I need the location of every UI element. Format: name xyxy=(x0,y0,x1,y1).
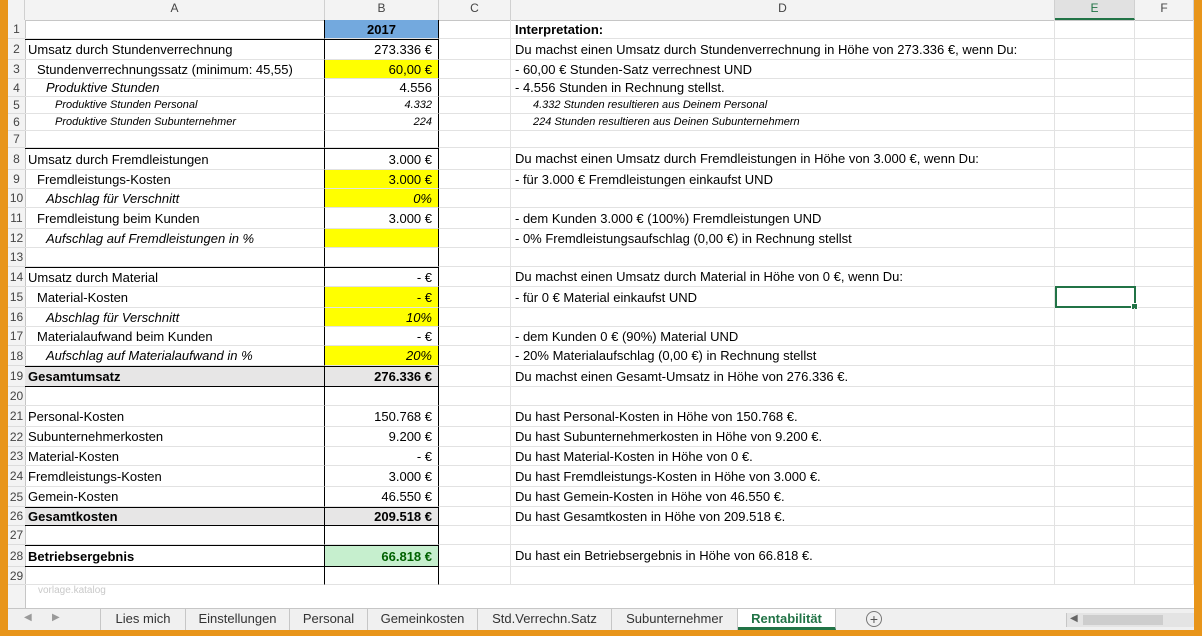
add-sheet-button[interactable]: + xyxy=(866,611,882,627)
table-row xyxy=(25,545,1194,567)
cell-e[interactable] xyxy=(1055,346,1135,366)
row-number[interactable]: 24 xyxy=(8,466,25,487)
table-row xyxy=(25,229,1194,248)
table-row xyxy=(25,267,1194,287)
cell-e[interactable] xyxy=(1055,229,1135,248)
row-number[interactable]: 4 xyxy=(8,79,25,97)
table-row xyxy=(25,287,1194,308)
cell-c[interactable] xyxy=(439,466,511,487)
row-number[interactable]: 6 xyxy=(8,114,25,131)
cell-f[interactable] xyxy=(1135,526,1194,545)
cell-a[interactable]: Gemein-Kosten xyxy=(25,487,325,507)
cell-c[interactable] xyxy=(439,507,511,526)
cell-a[interactable]: Umsatz durch Fremdleistungen xyxy=(25,148,325,170)
cell-b[interactable]: 150.768 € xyxy=(325,406,439,427)
cell-f[interactable] xyxy=(1135,545,1194,567)
cell-c[interactable] xyxy=(439,20,511,39)
cell-b[interactable]: - € xyxy=(325,447,439,466)
table-row xyxy=(25,170,1194,189)
cell-e[interactable] xyxy=(1055,208,1135,229)
cell-f[interactable] xyxy=(1135,487,1194,507)
cell-e[interactable] xyxy=(1055,366,1135,387)
row-number[interactable]: 3 xyxy=(8,60,25,79)
table-row xyxy=(25,308,1194,327)
cell-a[interactable] xyxy=(25,131,325,148)
cell-f[interactable] xyxy=(1135,208,1194,229)
row-number[interactable]: 28 xyxy=(8,545,25,567)
cell-d[interactable]: - für 3.000 € Fremdleistungen einkaufst UND xyxy=(511,170,1055,189)
cell-d[interactable]: Interpretation: xyxy=(511,20,1055,39)
cell-b[interactable] xyxy=(325,131,439,148)
cell-a[interactable]: Gesamtkosten xyxy=(25,507,325,526)
cell-grid[interactable] xyxy=(25,20,1194,608)
scrollbar-thumb[interactable] xyxy=(1083,615,1163,625)
cell-f[interactable] xyxy=(1135,148,1194,170)
cell-c[interactable] xyxy=(439,267,511,287)
cell-a[interactable]: Aufschlag auf Fremdleistungen in % xyxy=(25,229,325,248)
cell-a[interactable]: Umsatz durch Stundenverrechnung xyxy=(25,39,325,60)
cell-e[interactable] xyxy=(1055,114,1135,131)
sheet-tab-bar xyxy=(8,608,1194,630)
row-number[interactable]: 12 xyxy=(8,229,25,248)
cell-d[interactable]: - für 0 € Material einkaufst UND xyxy=(511,287,1055,308)
table-row xyxy=(25,346,1194,366)
cell-f[interactable] xyxy=(1135,170,1194,189)
cell-b[interactable]: 224 xyxy=(325,114,439,131)
cell-a[interactable]: Fremdleistung beim Kunden xyxy=(25,208,325,229)
cell-a[interactable] xyxy=(25,20,325,39)
row-number[interactable]: 8 xyxy=(8,148,25,170)
table-row xyxy=(25,60,1194,79)
cell-b[interactable]: 3.000 € xyxy=(325,170,439,189)
row-number[interactable]: 23 xyxy=(8,447,25,466)
cell-b[interactable] xyxy=(325,248,439,267)
cell-c[interactable] xyxy=(439,346,511,366)
cell-a[interactable]: Subunternehmerkosten xyxy=(25,427,325,447)
cell-e[interactable] xyxy=(1055,466,1135,487)
cell-a[interactable]: Gesamtumsatz xyxy=(25,366,325,387)
cell-d[interactable]: 224 Stunden resultieren aus Deinen Subunternehmern xyxy=(511,114,1055,131)
cell-f[interactable] xyxy=(1135,267,1194,287)
cell-c[interactable] xyxy=(439,308,511,327)
watermark-text: vorlage.katalog xyxy=(38,585,106,596)
row-number[interactable]: 19 xyxy=(8,366,25,387)
row-number[interactable]: 15 xyxy=(8,287,25,308)
row-number[interactable]: 7 xyxy=(8,131,25,148)
tab-gemeinkosten[interactable]: Gemeinkosten xyxy=(368,609,478,630)
row-number[interactable]: 2 xyxy=(8,39,25,60)
cell-c[interactable] xyxy=(439,170,511,189)
cell-d[interactable]: 4.332 Stunden resultieren aus Deinem Personal xyxy=(511,97,1055,114)
cell-a[interactable]: Abschlag für Verschnitt xyxy=(25,189,325,208)
table-row xyxy=(25,189,1194,208)
cell-c[interactable] xyxy=(439,97,511,114)
scroll-left-icon[interactable]: ◀ xyxy=(1070,613,1078,624)
column-header-c[interactable]: C xyxy=(439,0,511,20)
select-all-corner[interactable] xyxy=(8,0,25,20)
cell-d[interactable] xyxy=(511,131,1055,148)
cell-f[interactable] xyxy=(1135,466,1194,487)
prev-sheet-icon[interactable]: ◀ xyxy=(24,612,32,623)
cell-c[interactable] xyxy=(439,148,511,170)
row-number[interactable]: 21 xyxy=(8,406,25,427)
row-number[interactable]: 18 xyxy=(8,346,25,366)
cell-f[interactable] xyxy=(1135,287,1194,308)
table-row xyxy=(25,487,1194,507)
cell-e[interactable] xyxy=(1055,447,1135,466)
cell-a[interactable]: Stundenverrechnungssatz (minimum: 45,55) xyxy=(25,60,325,79)
cell-a[interactable]: Umsatz durch Material xyxy=(25,267,325,287)
cell-c[interactable] xyxy=(439,248,511,267)
cell-a[interactable]: Materialaufwand beim Kunden xyxy=(25,327,325,346)
table-row xyxy=(25,447,1194,466)
cell-a[interactable]: Produktive Stunden xyxy=(25,79,325,97)
cell-d[interactable]: Du machst einen Gesamt-Umsatz in Höhe von 276.336 €. xyxy=(511,366,1055,387)
table-row xyxy=(25,427,1194,447)
cell-c[interactable] xyxy=(439,208,511,229)
cell-b[interactable] xyxy=(325,567,439,585)
cell-e[interactable] xyxy=(1055,526,1135,545)
cell-c[interactable] xyxy=(439,427,511,447)
cell-f[interactable] xyxy=(1135,114,1194,131)
table-row xyxy=(25,148,1194,170)
cell-f[interactable] xyxy=(1135,327,1194,346)
cell-d[interactable] xyxy=(511,526,1055,545)
cell-b[interactable]: 46.550 € xyxy=(325,487,439,507)
table-row xyxy=(25,20,1194,39)
cell-a[interactable]: Material-Kosten xyxy=(25,287,325,308)
cell-e[interactable] xyxy=(1055,507,1135,526)
row-number[interactable]: 29 xyxy=(9,569,24,583)
column-header-d[interactable]: D xyxy=(511,0,1055,20)
cell-b[interactable]: - € xyxy=(325,267,439,287)
cell-e[interactable] xyxy=(1055,567,1135,585)
cell-f[interactable] xyxy=(1135,387,1194,406)
cell-c[interactable] xyxy=(439,79,511,97)
cell-b[interactable]: 3.000 € xyxy=(325,208,439,229)
cell-e[interactable] xyxy=(1055,60,1135,79)
cell-e[interactable] xyxy=(1055,487,1135,507)
cell-c[interactable] xyxy=(439,60,511,79)
column-header-b[interactable]: B xyxy=(325,0,439,20)
cell-b[interactable]: 3.000 € xyxy=(325,148,439,170)
cell-b[interactable]: 0% xyxy=(325,189,439,208)
cell-a[interactable]: Aufschlag auf Materialaufwand in % xyxy=(25,346,325,366)
cell-e[interactable] xyxy=(1055,148,1135,170)
cell-f[interactable] xyxy=(1135,79,1194,97)
table-row xyxy=(25,327,1194,346)
table-row xyxy=(25,131,1194,148)
next-sheet-icon[interactable]: ▶ xyxy=(52,612,60,623)
cell-b[interactable] xyxy=(325,229,439,248)
cell-d[interactable]: Du hast ein Betriebsergebnis in Höhe von 66.818 €. xyxy=(511,545,1055,567)
cell-d[interactable]: - 4.556 Stunden in Rechnung stellst. xyxy=(511,79,1055,97)
cell-c[interactable] xyxy=(439,114,511,131)
column-header-e[interactable]: E xyxy=(1055,0,1135,20)
spreadsheet-window xyxy=(8,0,1194,630)
table-row xyxy=(25,567,1194,585)
row-number[interactable]: 20 xyxy=(8,387,25,406)
cell-d[interactable]: Du hast Fremdleistungs-Kosten in Höhe von 3.000 €. xyxy=(511,466,1055,487)
cell-b[interactable]: 3.000 € xyxy=(325,466,439,487)
cell-d[interactable] xyxy=(511,308,1055,327)
row-number[interactable]: 22 xyxy=(8,427,25,447)
row-number[interactable]: 13 xyxy=(8,248,25,267)
cell-b[interactable]: - € xyxy=(325,287,439,308)
cell-d[interactable]: - dem Kunden 0 € (90%) Material UND xyxy=(511,327,1055,346)
row-header-bar xyxy=(8,20,26,608)
cell-e[interactable] xyxy=(1055,79,1135,97)
cell-e[interactable] xyxy=(1055,267,1135,287)
cell-e[interactable] xyxy=(1055,39,1135,60)
cell-c[interactable] xyxy=(439,447,511,466)
cell-f[interactable] xyxy=(1135,507,1194,526)
cell-b[interactable]: 209.518 € xyxy=(325,507,439,526)
cell-b[interactable]: 60,00 € xyxy=(325,60,439,79)
tab-lies-mich[interactable]: Lies mich xyxy=(100,609,186,630)
table-row xyxy=(25,208,1194,229)
row-number[interactable]: 27 xyxy=(8,526,25,545)
cell-e[interactable] xyxy=(1055,20,1135,39)
cell-c[interactable] xyxy=(439,487,511,507)
cell-e[interactable] xyxy=(1055,248,1135,267)
cell-f[interactable] xyxy=(1135,567,1194,585)
cell-c[interactable] xyxy=(439,39,511,60)
cell-f[interactable] xyxy=(1135,366,1194,387)
cell-d[interactable]: - dem Kunden 3.000 € (100%) Fremdleistungen UND xyxy=(511,208,1055,229)
cell-b[interactable]: 273.336 € xyxy=(325,39,439,60)
cell-e[interactable] xyxy=(1055,131,1135,148)
table-row xyxy=(25,248,1194,267)
row-number[interactable]: 11 xyxy=(8,208,25,229)
column-header-a[interactable]: A xyxy=(25,0,325,20)
cell-d[interactable]: Du hast Personal-Kosten in Höhe von 150.768 €. xyxy=(511,406,1055,427)
cell-a[interactable] xyxy=(25,387,325,406)
cell-c[interactable] xyxy=(439,387,511,406)
horizontal-scrollbar[interactable] xyxy=(1066,613,1194,627)
selected-cell-e15[interactable] xyxy=(1055,286,1136,308)
row-number[interactable]: 9 xyxy=(8,170,25,189)
cell-b[interactable] xyxy=(325,387,439,406)
cell-c[interactable] xyxy=(439,189,511,208)
cell-b[interactable]: 20% xyxy=(325,346,439,366)
cell-e[interactable] xyxy=(1055,427,1135,447)
row-number[interactable]: 14 xyxy=(8,267,25,287)
cell-c[interactable] xyxy=(439,526,511,545)
cell-a[interactable] xyxy=(25,526,325,545)
tab-personal[interactable]: Personal xyxy=(290,609,368,630)
row-number[interactable]: 25 xyxy=(8,487,25,507)
cell-d[interactable]: Du hast Gemein-Kosten in Höhe von 46.550 €. xyxy=(511,487,1055,507)
cell-d[interactable]: Du hast Subunternehmerkosten in Höhe von 9.200 €. xyxy=(511,427,1055,447)
cell-e[interactable] xyxy=(1055,189,1135,208)
cell-b[interactable]: 9.200 € xyxy=(325,427,439,447)
cell-b[interactable]: 4.556 xyxy=(325,79,439,97)
row-number[interactable]: 5 xyxy=(8,97,25,114)
cell-b[interactable]: 10% xyxy=(325,308,439,327)
table-row xyxy=(25,507,1194,526)
cell-a[interactable]: Betriebsergebnis xyxy=(25,545,325,567)
cell-e[interactable] xyxy=(1055,545,1135,567)
table-row xyxy=(25,114,1194,131)
row-number[interactable]: 26 xyxy=(8,507,25,526)
cell-a[interactable]: Fremdleistungs-Kosten xyxy=(25,170,325,189)
cell-d[interactable]: Du machst einen Umsatz durch Material in Höhe von 0 €, wenn Du: xyxy=(511,267,1055,287)
cell-d[interactable]: Du machst einen Umsatz durch Fremdleistungen in Höhe von 3.000 €, wenn Du: xyxy=(511,148,1055,170)
cell-c[interactable] xyxy=(439,327,511,346)
cell-f[interactable] xyxy=(1135,39,1194,60)
row-number[interactable]: 16 xyxy=(8,308,25,327)
cell-f[interactable] xyxy=(1135,248,1194,267)
cell-a[interactable]: Personal-Kosten xyxy=(25,406,325,427)
column-header-bar xyxy=(8,0,1194,21)
cell-d[interactable]: - 60,00 € Stunden-Satz verrechnest UND xyxy=(511,60,1055,79)
cell-d[interactable] xyxy=(511,387,1055,406)
cell-e[interactable] xyxy=(1055,406,1135,427)
cell-b[interactable]: - € xyxy=(325,327,439,346)
cell-d[interactable]: Du hast Material-Kosten in Höhe von 0 €. xyxy=(511,447,1055,466)
tab-std-verrechn-satz[interactable]: Std.Verrechn.Satz xyxy=(478,609,612,630)
cell-c[interactable] xyxy=(439,545,511,567)
cell-a[interactable]: Abschlag für Verschnitt xyxy=(25,308,325,327)
cell-f[interactable] xyxy=(1135,406,1194,427)
cell-d[interactable] xyxy=(511,189,1055,208)
cell-c[interactable] xyxy=(439,567,511,585)
cell-c[interactable] xyxy=(439,229,511,248)
cell-e[interactable] xyxy=(1055,170,1135,189)
row-number[interactable]: 17 xyxy=(8,327,25,346)
cell-f[interactable] xyxy=(1135,97,1194,114)
cell-a[interactable]: Fremdleistungs-Kosten xyxy=(25,466,325,487)
cell-f[interactable] xyxy=(1135,308,1194,327)
cell-d[interactable] xyxy=(511,248,1055,267)
cell-a[interactable]: Produktive Stunden Subunternehmer xyxy=(25,114,325,131)
cell-d[interactable]: - 0% Fremdleistungsaufschlag (0,00 €) in Rechnung stellst xyxy=(511,229,1055,248)
table-row xyxy=(25,97,1194,114)
cell-d[interactable] xyxy=(511,567,1055,585)
cell-a[interactable] xyxy=(25,567,325,585)
cell-a[interactable]: Produktive Stunden Personal xyxy=(25,97,325,114)
tab-subunternehmer[interactable]: Subunternehmer xyxy=(612,609,738,630)
cell-f[interactable] xyxy=(1135,447,1194,466)
cell-b[interactable]: 4.332 xyxy=(325,97,439,114)
cell-e[interactable] xyxy=(1055,97,1135,114)
table-row xyxy=(25,387,1194,406)
cell-f[interactable] xyxy=(1135,427,1194,447)
cell-e[interactable] xyxy=(1055,308,1135,327)
cell-f[interactable] xyxy=(1135,229,1194,248)
table-row xyxy=(25,79,1194,97)
cell-f[interactable] xyxy=(1135,346,1194,366)
cell-d[interactable]: - 20% Materialaufschlag (0,00 €) in Rechnung stellst xyxy=(511,346,1055,366)
cell-b[interactable]: 276.336 € xyxy=(325,366,439,387)
table-row xyxy=(25,526,1194,545)
cell-f[interactable] xyxy=(1135,131,1194,148)
cell-d[interactable]: Du machst einen Umsatz durch Stundenverrechnung in Höhe von 273.336 €, wenn Du: xyxy=(511,39,1055,60)
cell-b[interactable]: 66.818 € xyxy=(325,545,439,567)
table-row xyxy=(25,39,1194,60)
cell-c[interactable] xyxy=(439,366,511,387)
cell-d[interactable]: Du hast Gesamtkosten in Höhe von 209.518 €. xyxy=(511,507,1055,526)
cell-c[interactable] xyxy=(439,287,511,308)
row-number[interactable]: 1 xyxy=(8,20,25,39)
tab-rentabilitaet[interactable]: Rentabilität xyxy=(738,609,836,630)
cell-b[interactable] xyxy=(325,526,439,545)
table-row xyxy=(25,366,1194,387)
cell-c[interactable] xyxy=(439,406,511,427)
cell-f[interactable] xyxy=(1135,20,1194,39)
table-row xyxy=(25,406,1194,427)
cell-b[interactable]: 2017 xyxy=(325,20,439,39)
cell-c[interactable] xyxy=(439,131,511,148)
cell-e[interactable] xyxy=(1055,327,1135,346)
row-number[interactable]: 10 xyxy=(8,189,25,208)
cell-f[interactable] xyxy=(1135,60,1194,79)
column-header-f[interactable]: F xyxy=(1135,0,1194,20)
tab-einstellungen[interactable]: Einstellungen xyxy=(186,609,290,630)
cell-f[interactable] xyxy=(1135,189,1194,208)
cell-a[interactable] xyxy=(25,248,325,267)
cell-a[interactable]: Material-Kosten xyxy=(25,447,325,466)
cell-e[interactable] xyxy=(1055,387,1135,406)
table-row xyxy=(25,466,1194,487)
